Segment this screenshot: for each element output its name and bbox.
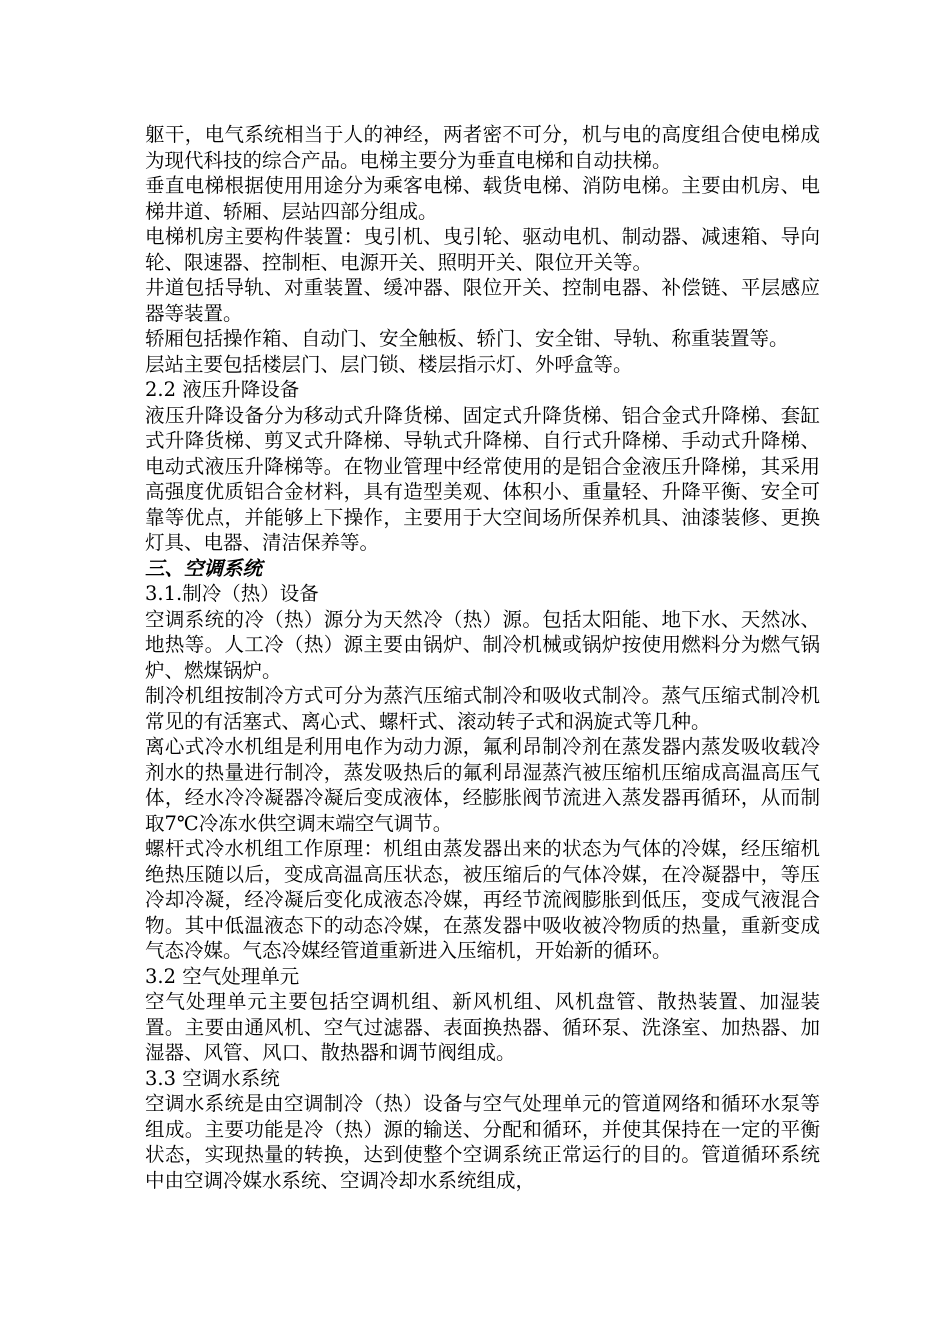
paragraph-vertical-elevator: 垂直电梯根据使用用途分为乘客电梯、载货电梯、消防电梯。主要由机房、电梯井道、轿厢、层站四部分组成。 [145, 174, 820, 223]
paragraph-elevator-intro: 躯干，电气系统相当于人的神经，两者密不可分，机与电的高度组合使电梯成为现代科技的综合产品。电梯主要分为垂直电梯和自动扶梯。 [145, 123, 820, 172]
section-heading-3-1: 3.1.制冷（热）设备 [145, 582, 319, 605]
chapter-heading-hvac: 三、空调系统 [145, 556, 263, 580]
paragraph-hydraulic-lift: 液压升降设备分为移动式升降货梯、固定式升降货梯、铝合金式升降梯、套缸式升降货梯、剪叉式升降梯、导轨式升降梯、自行式升降梯、手动式升降梯、电动式液压升降梯等。在物业管理中经常使用的是铝合金液压升降梯，其采用高强度优质铝合金材料，具有造型美观、体积小、重量轻、升降平衡、安全可靠等优点，并能够上下操作，主要用于大空间场所保养机具、油漆装修、更换灯具、电器、清洁保养等。 [145, 403, 820, 554]
paragraph-centrifugal-chiller: 离心式冷水机组是利用电作为动力源，氟利昂制冷剂在蒸发器内蒸发吸收载冷剂水的热量进行制冷，蒸发吸热后的氟利昂湿蒸汽被压缩机压缩成高温高压气体，经水冷冷凝器冷凝后变成液体，经膨胀阀节流进入蒸发器再循环，从而制取7℃冷冻水供空调末端空气调节。 [145, 735, 820, 835]
paragraph-hoistway: 井道包括导轨、对重装置、缓冲器、限位开关、控制电器、补偿链、平层感应器等装置。 [145, 276, 820, 325]
section-heading-2-2: 2.2 液压升降设备 [145, 378, 300, 401]
paragraph-refrigeration-units: 制冷机组按制冷方式可分为蒸汽压缩式制冷和吸收式制冷。蒸气压缩式制冷机常见的有活塞式、离心式、螺杆式、滚动转子式和涡旋式等几种。 [145, 684, 820, 733]
paragraph-water-system: 空调水系统是由空调制冷（热）设备与空气处理单元的管道网络和循环水泵等组成。主要功能是冷（热）源的输送、分配和循环，并使其保持在一定的平衡状态，实现热量的转换，达到使整个空调系统正常运行的目的。管道循环系统中由空调冷媒水系统、空调冷却水系统组成， [145, 1092, 820, 1192]
paragraph-machine-room: 电梯机房主要构件装置：曳引机、曳引轮、驱动电机、制动器、减速箱、导向轮、限速器、控制柜、电源开关、照明开关、限位开关等。 [145, 225, 820, 274]
paragraph-landing: 层站主要包括楼层门、层门锁、楼层指示灯、外呼盒等。 [145, 352, 633, 376]
paragraph-screw-chiller: 螺杆式冷水机组工作原理：机组由蒸发器出来的状态为气体的冷媒，经压缩机绝热压随以后，变成高温高压状态，被压缩后的气体冷媒，在冷凝器中，等压冷却冷凝，经冷凝后变化成液态冷媒，再经节流阀膨胀到低压，变成气液混合物。其中低温液态下的动态冷媒，在蒸发器中吸收被冷物质的热量，重新变成气态冷媒。气态冷媒经管道重新进入压缩机，开始新的循环。 [145, 837, 820, 962]
section-heading-3-2: 3.2 空气处理单元 [145, 964, 300, 988]
document-page [145, 122, 820, 1193]
paragraph-air-handling: 空气处理单元主要包括空调机组、新风机组、风机盘管、散热装置、加湿装置。主要由通风机、空气过滤器、表面换热器、循环泵、洗涤室、加热器、加湿器、风管、风口、散热器和调节阀组成。 [145, 990, 820, 1064]
paragraph-cold-heat-source: 空调系统的冷（热）源分为天然冷（热）源。包括太阳能、地下水、天然冰、地热等。人工冷（热）源主要由锅炉、制冷机械或锅炉按使用燃料分为燃气锅炉、燃煤锅炉。 [145, 607, 820, 682]
section-heading-3-3: 3.3 空调水系统 [145, 1066, 280, 1090]
paragraph-car: 轿厢包括操作箱、自动门、安全触板、轿门、安全钳、导轨、称重装置等。 [145, 327, 789, 350]
